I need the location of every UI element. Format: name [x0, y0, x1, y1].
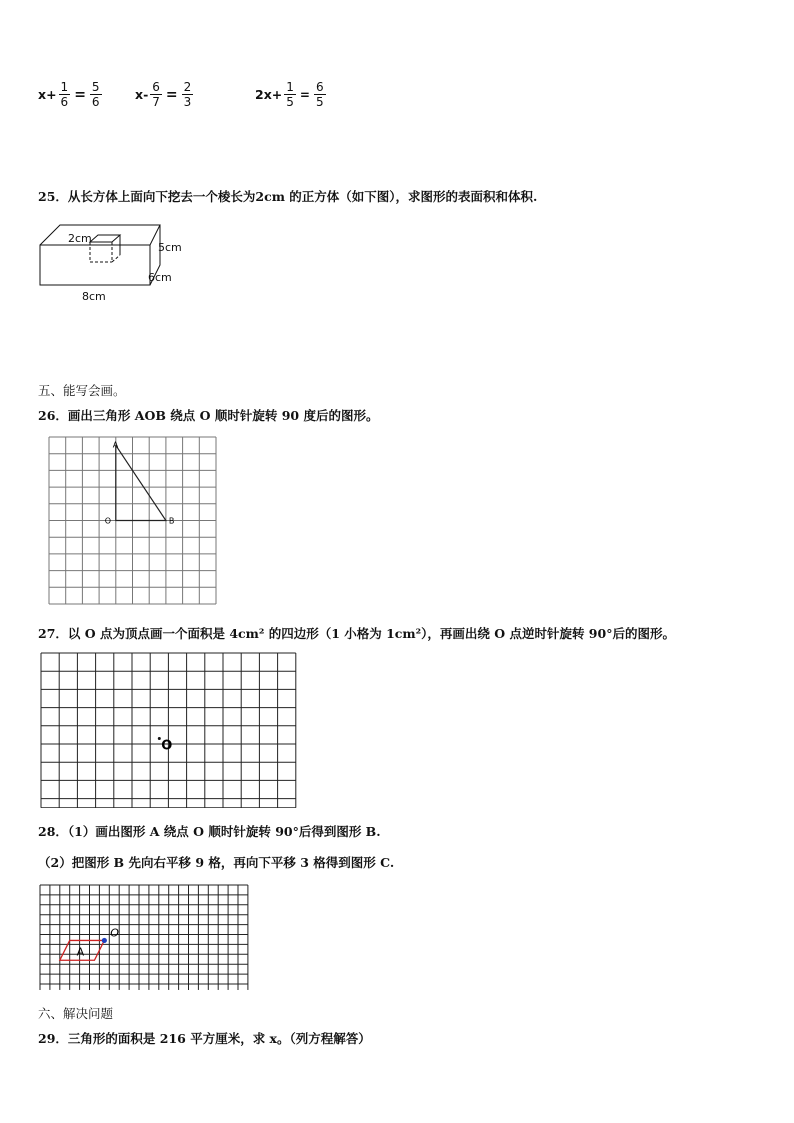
section-6-heading: 六、解决问题: [38, 1006, 114, 1021]
grid-27: [40, 652, 300, 808]
point-o: [102, 938, 107, 943]
fraction: $\frac{1}{6}$: [60, 80, 69, 109]
fraction: $\frac{6}{5}$: [315, 80, 324, 109]
triangle-aob: [116, 445, 166, 520]
equals-sign: =: [165, 86, 178, 103]
cuboid-figure: [30, 220, 200, 310]
point-o-label: O: [104, 516, 112, 526]
section-5-heading: 五、能写会画。: [38, 383, 126, 398]
depth-label: 6cm: [148, 271, 172, 284]
fraction: $\frac{6}{7}$: [152, 80, 160, 109]
question-29-text: 29．三角形的面积是 216 平方厘米，求 x。（列方程解答）: [38, 1031, 371, 1046]
equation-lhs: 2x+: [255, 87, 283, 102]
equals-sign: =: [299, 87, 310, 102]
point-o-label: O: [161, 738, 173, 754]
cube-hidden-edge: [112, 255, 120, 262]
point-b-label: B: [168, 516, 175, 526]
point-o-label: O: [110, 926, 119, 940]
equation-1: [38, 80, 104, 109]
question-28-part2: （2）把图形 B 先向右平移 9 格，再向下平移 3 格得到图形 C.: [38, 855, 395, 870]
equation-lhs: x-: [135, 87, 149, 102]
fraction: $\frac{5}{6}$: [91, 80, 100, 109]
length-label: 8cm: [82, 290, 106, 303]
equation-2: [135, 80, 195, 109]
height-label: 5cm: [158, 241, 182, 254]
equals-sign: =: [74, 86, 86, 103]
question-26-text: 26．画出三角形 AOB 绕点 O 顺时针旋转 90 度后的图形。: [38, 408, 379, 423]
fraction: $\frac{2}{3}$: [183, 80, 192, 109]
grid-26: [48, 436, 218, 606]
equation-3: [255, 80, 328, 109]
cube-edge-label: 2cm: [68, 232, 92, 245]
question-28-part1: 28．（1）画出图形 A 绕点 O 顺时针旋转 90°后得到图形 B.: [38, 824, 381, 839]
cuboid-front-face: [40, 245, 150, 285]
grid-28: [39, 884, 254, 992]
shape-a-label: A: [76, 945, 85, 959]
question-25-text: 25．从长方体上面向下挖去一个棱长为2cm 的正方体（如下图），求图形的表面积和体积.: [38, 189, 538, 204]
fraction: $\frac{1}{5}$: [286, 80, 294, 109]
question-27-text: 27．以 O 点为顶点画一个面积是 4cm² 的四边形（1 小格为 1cm²），再画出绕 O 点逆时针旋转 90°后的图形。: [38, 626, 675, 641]
point-a-label: A: [112, 440, 119, 450]
cube-top: [90, 235, 120, 242]
equation-lhs: x+: [38, 87, 57, 102]
